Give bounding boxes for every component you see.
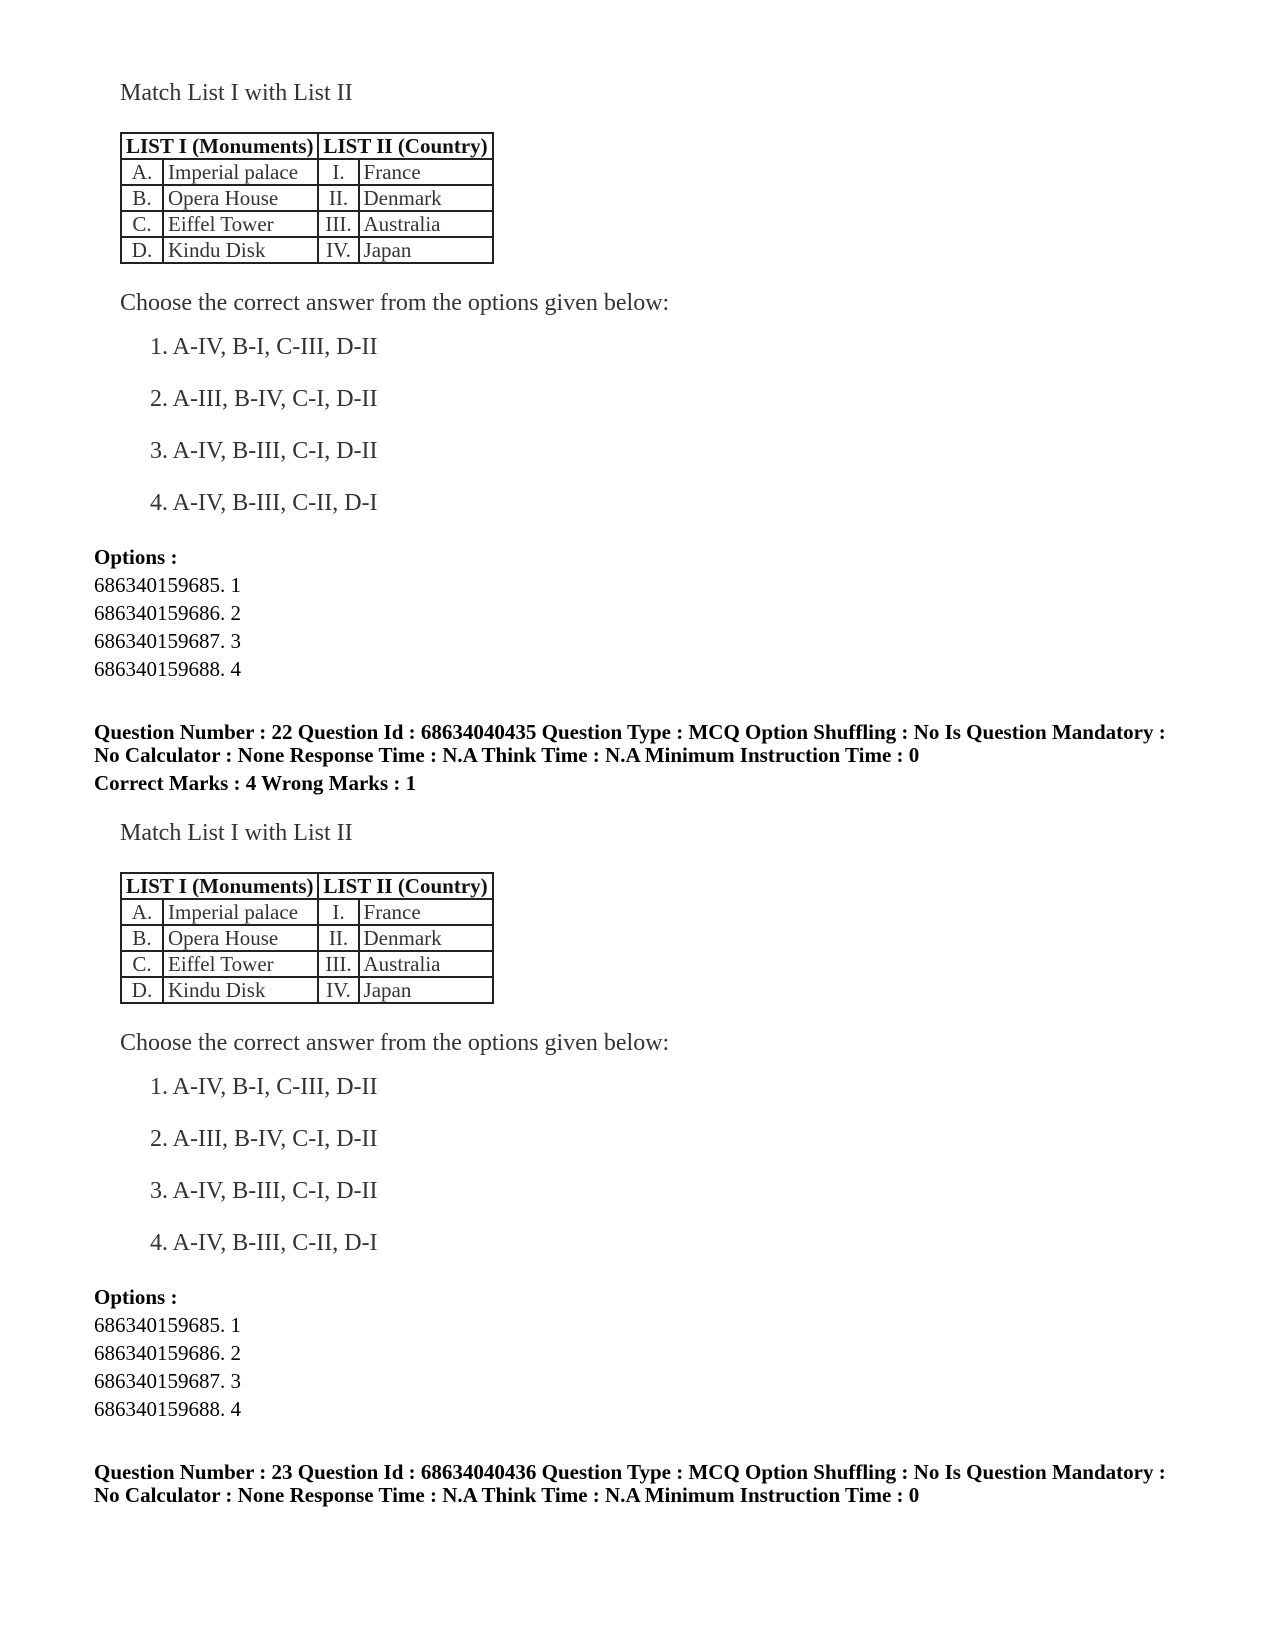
list1-header: LIST I (Monuments) — [121, 873, 318, 899]
question-title: Match List I with List II — [120, 820, 353, 846]
list1-item: Imperial palace — [163, 159, 318, 185]
choice-4: 4. A-IV, B-III, C-II, D-I — [150, 1230, 378, 1256]
list1-header: LIST I (Monuments) — [121, 133, 318, 159]
option-line: 686340159687. 3 — [94, 629, 241, 653]
choice-4: 4. A-IV, B-III, C-II, D-I — [150, 490, 378, 516]
option-line: 686340159686. 2 — [94, 1341, 241, 1365]
list1-label: C. — [121, 211, 163, 237]
table-row — [121, 899, 493, 925]
list2-item: Denmark — [359, 925, 493, 951]
choice-3: 3. A-IV, B-III, C-I, D-II — [150, 1178, 378, 1204]
option-line: 686340159686. 2 — [94, 601, 241, 625]
list1-item: Kindu Disk — [163, 977, 318, 1003]
question-title: Match List I with List II — [120, 80, 353, 106]
list2-item: Denmark — [359, 185, 493, 211]
choice-1: 1. A-IV, B-I, C-III, D-II — [150, 334, 378, 360]
list1-label: B. — [121, 925, 163, 951]
option-line: 686340159688. 4 — [94, 1397, 241, 1421]
choice-2: 2. A-III, B-IV, C-I, D-II — [150, 386, 378, 412]
list1-label: B. — [121, 185, 163, 211]
list2-label: III. — [318, 951, 358, 977]
list2-label: IV. — [318, 237, 358, 263]
table-row — [121, 925, 493, 951]
list1-label: C. — [121, 951, 163, 977]
list2-item: Japan — [359, 237, 493, 263]
list1-label: A. — [121, 159, 163, 185]
list1-item: Opera House — [163, 925, 318, 951]
list2-item: Japan — [359, 977, 493, 1003]
option-line: 686340159685. 1 — [94, 1313, 241, 1337]
list2-item: France — [359, 159, 493, 185]
options-heading: Options : — [94, 545, 178, 569]
option-line: 686340159688. 4 — [94, 657, 241, 681]
list2-header: LIST II (Country) — [318, 873, 492, 899]
list1-item: Opera House — [163, 185, 318, 211]
question-meta-line: Question Number : 22 Question Id : 68634040435 Question Type : MCQ Option Shuffling : No Is Question Mandatory : — [94, 720, 1166, 744]
list2-item: France — [359, 899, 493, 925]
list2-label: I. — [318, 159, 358, 185]
list1-label: D. — [121, 237, 163, 263]
list2-label: II. — [318, 185, 358, 211]
instruction-text: Choose the correct answer from the options given below: — [120, 1030, 670, 1056]
options-heading: Options : — [94, 1285, 178, 1309]
list1-item: Eiffel Tower — [163, 951, 318, 977]
match-table — [120, 872, 494, 1004]
table-row — [121, 211, 493, 237]
table-row — [121, 185, 493, 211]
option-line: 686340159685. 1 — [94, 573, 241, 597]
list2-label: I. — [318, 899, 358, 925]
question-marks: Correct Marks : 4 Wrong Marks : 1 — [94, 771, 417, 795]
list1-label: D. — [121, 977, 163, 1003]
list1-item: Eiffel Tower — [163, 211, 318, 237]
choice-1: 1. A-IV, B-I, C-III, D-II — [150, 1074, 378, 1100]
question-meta-line: No Calculator : None Response Time : N.A Think Time : N.A Minimum Instruction Time : 0 — [94, 1483, 920, 1507]
list2-label: IV. — [318, 977, 358, 1003]
table-row — [121, 951, 493, 977]
choice-2: 2. A-III, B-IV, C-I, D-II — [150, 1126, 378, 1152]
match-table — [120, 132, 494, 264]
list2-label: II. — [318, 925, 358, 951]
choice-3: 3. A-IV, B-III, C-I, D-II — [150, 438, 378, 464]
option-line: 686340159687. 3 — [94, 1369, 241, 1393]
list1-item: Kindu Disk — [163, 237, 318, 263]
list1-label: A. — [121, 899, 163, 925]
list2-header: LIST II (Country) — [318, 133, 492, 159]
table-row — [121, 977, 493, 1003]
list2-item: Australia — [359, 951, 493, 977]
list1-item: Imperial palace — [163, 899, 318, 925]
list2-item: Australia — [359, 211, 493, 237]
table-row — [121, 237, 493, 263]
question-meta-line: No Calculator : None Response Time : N.A Think Time : N.A Minimum Instruction Time : 0 — [94, 743, 920, 767]
instruction-text: Choose the correct answer from the options given below: — [120, 290, 670, 316]
list2-label: III. — [318, 211, 358, 237]
question-meta-line: Question Number : 23 Question Id : 68634040436 Question Type : MCQ Option Shuffling : No Is Question Mandatory : — [94, 1460, 1166, 1484]
table-row — [121, 159, 493, 185]
